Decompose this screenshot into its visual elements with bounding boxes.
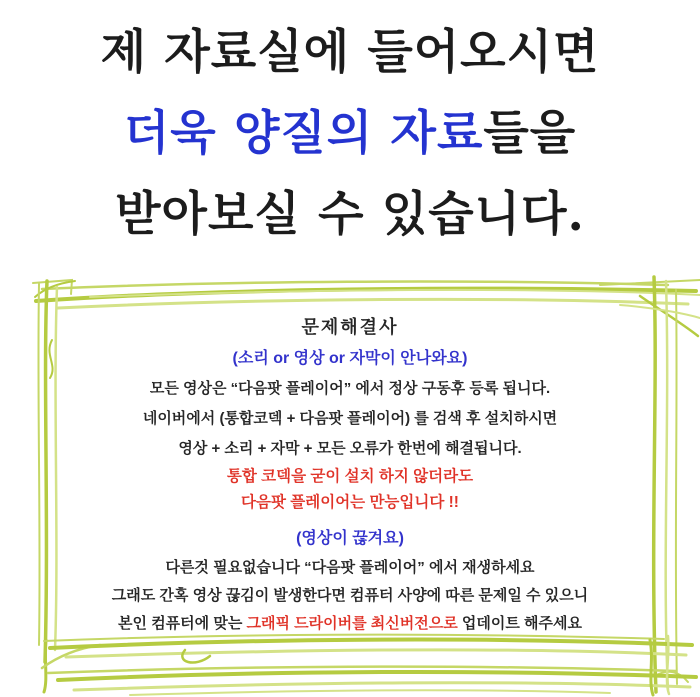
section1-warning-2: 다음팟 플레이어는 만능입니다 !! <box>241 494 459 511</box>
section1-line-3: 영상 + 소리 + 자막 + 모든 오류가 한번에 해결됩니다. <box>178 440 522 457</box>
heading-line-2-highlight: 더욱 양질의 자료 <box>123 106 484 161</box>
heading-line-1: 제 자료실에 들어오시면 <box>100 25 600 80</box>
section2-line-2: 그래도 간혹 영상 끊김이 발생한다면 컴퓨터 사양에 따른 문제일 수 있으니 <box>111 587 589 604</box>
box-title: 문제해결사 <box>301 317 399 337</box>
section2-line-3-pre: 본인 컴퓨터에 맞는 <box>118 615 247 632</box>
section2-line-3-post: 업데이트 해주세요 <box>457 615 582 632</box>
section2-subtitle: (영상이 끊겨요) <box>296 530 404 547</box>
section2-line-3 <box>0 610 700 638</box>
heading-line-2 <box>0 93 700 174</box>
heading <box>0 12 700 255</box>
section1-line-2: 네이버에서 (통합코덱 + 다음팟 플레이어) 를 검색 후 설치하시면 <box>142 410 558 427</box>
frame-bottom-edge <box>44 635 696 695</box>
troubleshooting-box <box>0 314 700 638</box>
heading-line-3: 받아보실 수 있습니다. <box>115 187 585 242</box>
heading-line-2-rest: 들을 <box>483 106 577 161</box>
section1-warning-1: 통합 코덱을 굳이 설치 하지 않더라도 <box>226 468 474 485</box>
section2-line-3-highlight: 그래픽 드라이버를 최신버전으로 <box>246 615 458 632</box>
section1-line-1: 모든 영상은 “다음팟 플레이어” 에서 정상 구동후 등록 됩니다. <box>149 380 551 397</box>
section1-subtitle: (소리 or 영상 or 자막이 안나와요) <box>232 350 468 367</box>
section2-line-1: 다른것 필요없습니다 “다음팟 플레이어” 에서 재생하세요 <box>165 559 535 576</box>
